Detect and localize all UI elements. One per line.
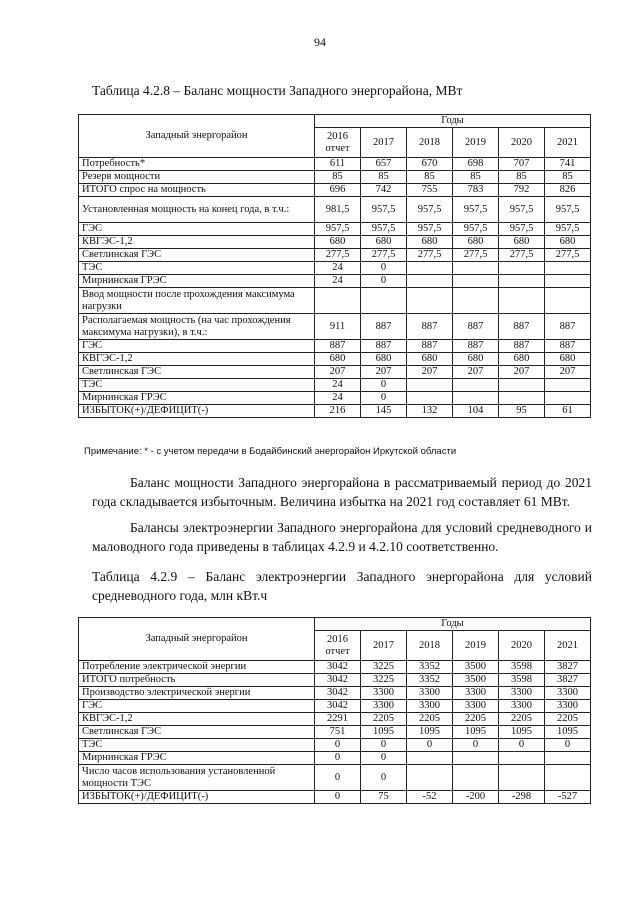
value-cell: 887 <box>315 340 361 353</box>
value-cell: 85 <box>361 171 407 184</box>
years-label: Годы <box>315 618 591 631</box>
header-label: Западный энергорайон <box>79 618 315 661</box>
value-cell: 3300 <box>545 700 591 713</box>
year-cell: 2017 <box>361 128 407 158</box>
value-cell <box>407 262 453 275</box>
year-cell: 2021 <box>545 631 591 661</box>
year-value: 2016 <box>327 130 348 142</box>
value-cell: 611 <box>315 158 361 171</box>
value-cell: 104 <box>453 405 499 418</box>
value-cell <box>407 288 453 314</box>
value-cell: 887 <box>361 340 407 353</box>
row-label: Светлинская ГЭС <box>79 726 315 739</box>
table-caption: Таблица 4.2.8 – Баланс мощности Западного энергорайона, МВт <box>92 83 463 98</box>
table-row <box>79 752 591 765</box>
table-row <box>79 674 591 687</box>
value-cell <box>499 392 545 405</box>
value-cell: 3500 <box>453 674 499 687</box>
value-cell: 3300 <box>361 700 407 713</box>
value-cell: 3225 <box>361 661 407 674</box>
value-cell: 792 <box>499 184 545 197</box>
value-cell: 277,5 <box>545 249 591 262</box>
value-cell: 24 <box>315 275 361 288</box>
value-cell <box>453 288 499 314</box>
value-cell: 680 <box>361 236 407 249</box>
value-cell: 3300 <box>499 700 545 713</box>
row-label: Светлинская ГЭС <box>79 366 315 379</box>
value-cell: 657 <box>361 158 407 171</box>
row-label: ГЭС <box>79 700 315 713</box>
value-cell: 1095 <box>499 726 545 739</box>
value-cell: 698 <box>453 158 499 171</box>
value-cell: 887 <box>407 314 453 340</box>
value-cell: 887 <box>545 340 591 353</box>
value-cell: 0 <box>361 392 407 405</box>
value-cell: 0 <box>545 739 591 752</box>
value-cell: 0 <box>361 379 407 392</box>
value-cell: 3042 <box>315 700 361 713</box>
value-cell <box>499 275 545 288</box>
value-cell <box>407 379 453 392</box>
value-cell: 680 <box>545 353 591 366</box>
value-cell: 0 <box>361 262 407 275</box>
table-row <box>79 340 591 353</box>
value-cell: 277,5 <box>407 249 453 262</box>
value-cell <box>453 752 499 765</box>
table-row <box>79 791 591 804</box>
table-row <box>79 262 591 275</box>
value-cell: 0 <box>315 752 361 765</box>
value-cell: -200 <box>453 791 499 804</box>
value-cell <box>315 288 361 314</box>
row-label: Мирнинская ГРЭС <box>79 392 315 405</box>
value-cell: 24 <box>315 379 361 392</box>
row-label: КВГЭС-1,2 <box>79 236 315 249</box>
table-row <box>79 739 591 752</box>
year-cell <box>315 128 361 158</box>
table-row <box>79 700 591 713</box>
value-cell <box>499 752 545 765</box>
row-label: КВГЭС-1,2 <box>79 713 315 726</box>
table-row <box>79 171 591 184</box>
table-row <box>79 713 591 726</box>
value-cell: 957,5 <box>545 223 591 236</box>
year-cell: 2019 <box>453 128 499 158</box>
table-row <box>79 687 591 700</box>
value-cell <box>499 288 545 314</box>
value-cell <box>499 765 545 791</box>
row-label: Установленная мощность на конец года, в т.ч.: <box>79 197 315 223</box>
value-cell <box>545 752 591 765</box>
value-cell: 207 <box>315 366 361 379</box>
value-cell: 957,5 <box>315 223 361 236</box>
value-cell: 0 <box>453 739 499 752</box>
year-cell: 2019 <box>453 631 499 661</box>
value-cell: 3500 <box>453 661 499 674</box>
value-cell: 0 <box>361 752 407 765</box>
value-cell: -527 <box>545 791 591 804</box>
value-cell: 85 <box>499 171 545 184</box>
value-cell: 2205 <box>407 713 453 726</box>
value-cell: 145 <box>361 405 407 418</box>
value-cell: 887 <box>453 314 499 340</box>
table-row <box>79 158 591 171</box>
value-cell: 3300 <box>453 687 499 700</box>
value-cell: 680 <box>407 236 453 249</box>
value-cell: 207 <box>407 366 453 379</box>
value-cell: 2205 <box>361 713 407 726</box>
value-cell: 3300 <box>499 687 545 700</box>
value-cell <box>545 379 591 392</box>
value-cell: 3300 <box>545 687 591 700</box>
value-cell: 0 <box>315 765 361 791</box>
value-cell: 957,5 <box>545 197 591 223</box>
table-row <box>79 314 591 340</box>
value-cell: 696 <box>315 184 361 197</box>
value-cell <box>453 275 499 288</box>
value-cell: 3300 <box>453 700 499 713</box>
value-cell: 680 <box>453 236 499 249</box>
row-label: Число часов использования установленной мощности ТЭС <box>79 765 315 791</box>
value-cell: 0 <box>499 739 545 752</box>
table-caption: Таблица 4.2.9 – Баланс электроэнергии Западного энергорайона для условий средневодного года, млн кВт.ч <box>92 569 592 603</box>
value-cell: 957,5 <box>361 223 407 236</box>
value-cell: 85 <box>453 171 499 184</box>
year-note: отчет <box>325 645 350 657</box>
value-cell: 3300 <box>407 700 453 713</box>
value-cell: 3352 <box>407 661 453 674</box>
value-cell: 2291 <box>315 713 361 726</box>
row-label: ГЭС <box>79 340 315 353</box>
value-cell <box>407 752 453 765</box>
row-label: Мирнинская ГРЭС <box>79 275 315 288</box>
value-cell: 742 <box>361 184 407 197</box>
value-cell: 85 <box>315 171 361 184</box>
table-row <box>79 275 591 288</box>
value-cell: 957,5 <box>499 197 545 223</box>
table-row <box>79 249 591 262</box>
value-cell <box>407 765 453 791</box>
value-cell: 887 <box>453 340 499 353</box>
value-cell <box>407 275 453 288</box>
value-cell <box>407 392 453 405</box>
value-cell: 957,5 <box>499 223 545 236</box>
row-label: ИТОГО потребность <box>79 674 315 687</box>
value-cell: 680 <box>545 236 591 249</box>
year-cell: 2018 <box>407 631 453 661</box>
table-row <box>79 765 591 791</box>
value-cell: 680 <box>499 353 545 366</box>
body-paragraph: Балансы электроэнергии Западного энергорайона для условий средневодного и маловодного года приведены в таблицах 4.2.9 и 4.2.10 соответственно. <box>92 520 592 554</box>
header-label: Западный энергорайон <box>79 115 315 158</box>
value-cell: 826 <box>545 184 591 197</box>
value-cell: 957,5 <box>453 223 499 236</box>
year-cell: 2020 <box>499 631 545 661</box>
value-cell: 680 <box>499 236 545 249</box>
row-label: ИЗБЫТОК(+)/ДЕФИЦИТ(-) <box>79 791 315 804</box>
table-row <box>79 223 591 236</box>
value-cell: 707 <box>499 158 545 171</box>
value-cell: 61 <box>545 405 591 418</box>
row-label: ТЭС <box>79 262 315 275</box>
value-cell: 680 <box>315 236 361 249</box>
row-label: Светлинская ГЭС <box>79 249 315 262</box>
table-row <box>79 366 591 379</box>
table-row <box>79 288 591 314</box>
value-cell: 0 <box>361 765 407 791</box>
year-value: 2016 <box>327 633 348 645</box>
value-cell <box>545 765 591 791</box>
value-cell: 3352 <box>407 674 453 687</box>
year-cell: 2021 <box>545 128 591 158</box>
value-cell: 981,5 <box>315 197 361 223</box>
value-cell <box>453 392 499 405</box>
page-number: 94 <box>314 35 326 49</box>
value-cell <box>453 379 499 392</box>
year-note: отчет <box>325 142 350 154</box>
value-cell: 0 <box>361 275 407 288</box>
table-row <box>79 197 591 223</box>
table-row <box>79 661 591 674</box>
value-cell: 85 <box>407 171 453 184</box>
row-label: ИТОГО спрос на мощность <box>79 184 315 197</box>
energy-balance-table <box>78 617 591 804</box>
row-label: ИЗБЫТОК(+)/ДЕФИЦИТ(-) <box>79 405 315 418</box>
value-cell: 680 <box>453 353 499 366</box>
value-cell: 277,5 <box>499 249 545 262</box>
value-cell: -298 <box>499 791 545 804</box>
value-cell: 207 <box>545 366 591 379</box>
value-cell: 277,5 <box>361 249 407 262</box>
value-cell: 887 <box>499 340 545 353</box>
value-cell: 680 <box>361 353 407 366</box>
value-cell: 3300 <box>361 687 407 700</box>
value-cell: 887 <box>407 340 453 353</box>
value-cell: 3598 <box>499 661 545 674</box>
value-cell: 680 <box>407 353 453 366</box>
value-cell: 957,5 <box>453 197 499 223</box>
table-row <box>79 726 591 739</box>
table-row <box>79 379 591 392</box>
value-cell: 3827 <box>545 674 591 687</box>
value-cell: 1095 <box>361 726 407 739</box>
value-cell: 85 <box>545 171 591 184</box>
table-row <box>79 353 591 366</box>
row-label: КВГЭС-1,2 <box>79 353 315 366</box>
year-cell: 2017 <box>361 631 407 661</box>
table-row <box>79 236 591 249</box>
value-cell: 3598 <box>499 674 545 687</box>
value-cell: 132 <box>407 405 453 418</box>
row-label: Потребление электрической энергии <box>79 661 315 674</box>
year-cell: 2020 <box>499 128 545 158</box>
value-cell: 277,5 <box>315 249 361 262</box>
header-row <box>79 115 591 128</box>
value-cell <box>499 379 545 392</box>
value-cell <box>545 288 591 314</box>
value-cell <box>499 262 545 275</box>
value-cell: 741 <box>545 158 591 171</box>
value-cell <box>545 392 591 405</box>
value-cell: 1095 <box>545 726 591 739</box>
value-cell: 2205 <box>453 713 499 726</box>
value-cell: 3300 <box>407 687 453 700</box>
value-cell: 957,5 <box>407 223 453 236</box>
value-cell: 24 <box>315 262 361 275</box>
year-cell: 2018 <box>407 128 453 158</box>
power-balance-table <box>78 114 591 418</box>
value-cell: 0 <box>361 739 407 752</box>
value-cell <box>545 275 591 288</box>
value-cell: 680 <box>315 353 361 366</box>
row-label: Ввод мощности после прохождения максимума нагрузки <box>79 288 315 314</box>
table-row <box>79 184 591 197</box>
row-label: Резерв мощности <box>79 171 315 184</box>
row-label: Располагаемая мощность (на час прохождения максимума нагрузки), в т.ч.: <box>79 314 315 340</box>
table-row <box>79 392 591 405</box>
value-cell: 0 <box>407 739 453 752</box>
value-cell: 2205 <box>499 713 545 726</box>
value-cell: 207 <box>499 366 545 379</box>
value-cell <box>361 288 407 314</box>
row-label: ТЭС <box>79 739 315 752</box>
value-cell: 957,5 <box>407 197 453 223</box>
row-label: Производство электрической энергии <box>79 687 315 700</box>
row-label: ТЭС <box>79 379 315 392</box>
value-cell: 1095 <box>453 726 499 739</box>
value-cell <box>453 765 499 791</box>
value-cell: 2205 <box>545 713 591 726</box>
value-cell: 887 <box>361 314 407 340</box>
body-paragraph: Баланс мощности Западного энергорайона в рассматриваемый период до 2021 года складывается избыточным. Величина избытка на 2021 год составляет 61 МВт. <box>92 475 592 509</box>
value-cell: 751 <box>315 726 361 739</box>
value-cell: 216 <box>315 405 361 418</box>
value-cell: 911 <box>315 314 361 340</box>
value-cell: 3042 <box>315 687 361 700</box>
value-cell: 783 <box>453 184 499 197</box>
value-cell: 887 <box>499 314 545 340</box>
value-cell: 957,5 <box>361 197 407 223</box>
years-label: Годы <box>315 115 591 128</box>
value-cell: 0 <box>315 739 361 752</box>
row-label: ГЭС <box>79 223 315 236</box>
value-cell <box>545 262 591 275</box>
value-cell: 887 <box>545 314 591 340</box>
table-row <box>79 405 591 418</box>
value-cell: 277,5 <box>453 249 499 262</box>
value-cell: 3225 <box>361 674 407 687</box>
value-cell: 0 <box>315 791 361 804</box>
value-cell: 95 <box>499 405 545 418</box>
header-row <box>79 618 591 631</box>
table-note: Примечание: * - с учетом передачи в Бодайбинский энергорайон Иркутской области <box>84 446 457 457</box>
value-cell: 207 <box>361 366 407 379</box>
value-cell: 3827 <box>545 661 591 674</box>
value-cell: 755 <box>407 184 453 197</box>
value-cell: 3042 <box>315 661 361 674</box>
value-cell: -52 <box>407 791 453 804</box>
value-cell: 24 <box>315 392 361 405</box>
value-cell: 207 <box>453 366 499 379</box>
value-cell: 1095 <box>407 726 453 739</box>
year-cell <box>315 631 361 661</box>
row-label: Потребность* <box>79 158 315 171</box>
value-cell: 3042 <box>315 674 361 687</box>
value-cell: 670 <box>407 158 453 171</box>
value-cell <box>453 262 499 275</box>
value-cell: 75 <box>361 791 407 804</box>
row-label: Мирнинская ГРЭС <box>79 752 315 765</box>
